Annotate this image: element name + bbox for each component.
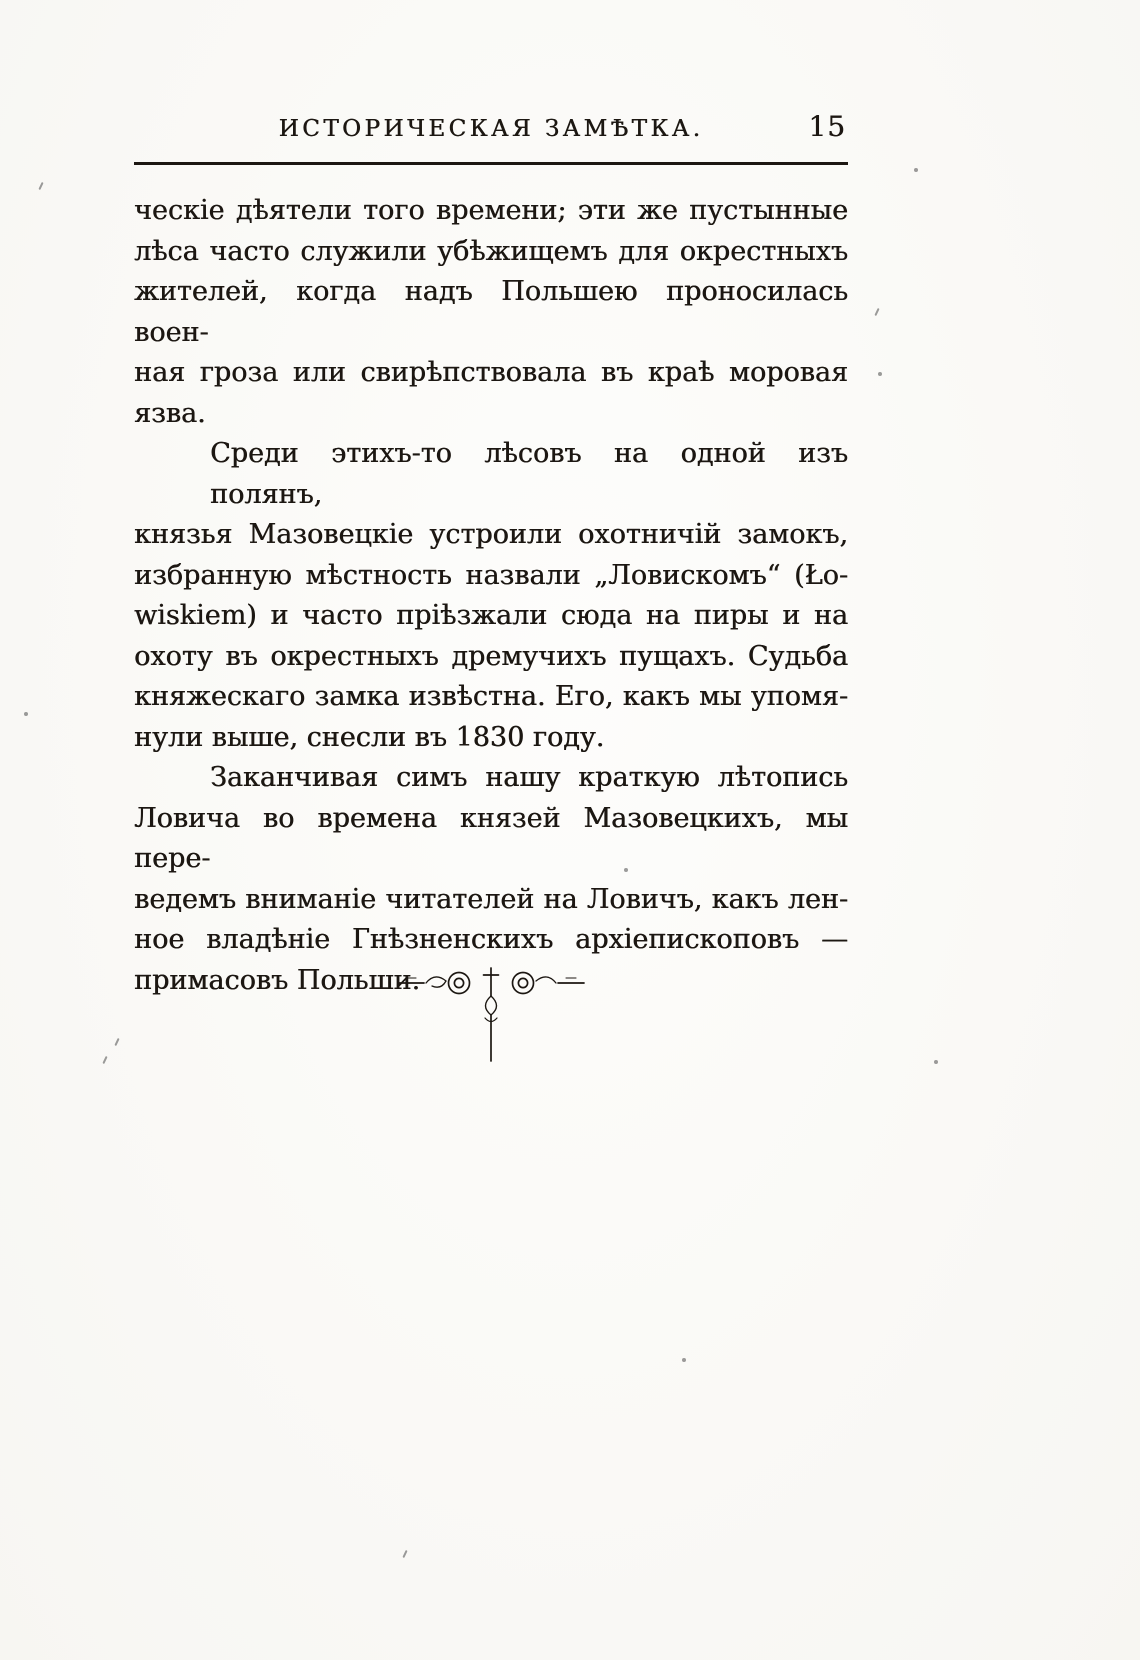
text-line: жителей, когда надъ Польшею проносилась воен- [134,276,848,348]
scan-speck [102,1056,107,1064]
text-line: князья Мазовецкіе устроили охотничій замокъ, [134,519,848,550]
header-rule [134,162,848,165]
scan-speck [682,1358,686,1362]
scan-speck [402,1550,407,1558]
text-line: ное владѣніе Гнѣзненскихъ архіепископовъ — [134,924,848,955]
text-line: Среди этихъ-то лѣсовъ на одной изъ полянъ, [210,438,848,510]
running-title: ИСТОРИЧЕСКАЯ ЗАМѢТКА. [278,116,704,142]
text-line: язва. [134,397,206,429]
scan-speck [874,308,879,316]
page-number: 15 [808,110,846,143]
text-line: охоту въ окрестныхъ дремучихъ пущахъ. Судьба [134,640,848,672]
text-line: лѣса часто служили убѣжищемъ для окрестныхъ [134,235,848,267]
text-line: Заканчивая симъ нашу краткую лѣтопись [210,762,848,793]
body-text [134,191,848,1001]
paragraph [134,191,848,434]
scan-speck [934,1060,938,1064]
text-column [134,110,848,1001]
text-line: Ловича во времена князей Мазовецкихъ, мы пере- [134,802,848,874]
text-line: wiskiem) и часто пріѣзжали сюда на пиры и на [134,600,848,631]
scan-speck [914,168,918,172]
text-line: нули выше, снесли въ 1830 году. [134,721,605,753]
text-line: ведемъ вниманіе читателей на Ловичъ, какъ лен- [134,883,848,915]
page-header [134,110,848,148]
text-line: ческіе дѣятели того времени; эти же пустынные [134,195,848,226]
scan-speck [24,712,28,716]
text-line: примасовъ Польши. [134,964,421,996]
printer-ornament [134,966,848,1066]
scan-speck [624,868,628,872]
scan-speck [38,182,43,190]
text-line: избранную мѣстность назвали „Ловискомъ“ (Ło- [134,559,848,591]
paragraph [134,758,848,1001]
scan-speck [114,1038,119,1046]
text-line: княжескаго замка извѣстна. Его, какъ мы упомя- [134,681,848,712]
paragraph [134,434,848,758]
text-line: ная гроза или свирѣпствовала въ краѣ моровая [134,357,848,388]
scan-speck [878,372,882,376]
flourish-vignette-icon [396,966,586,1066]
